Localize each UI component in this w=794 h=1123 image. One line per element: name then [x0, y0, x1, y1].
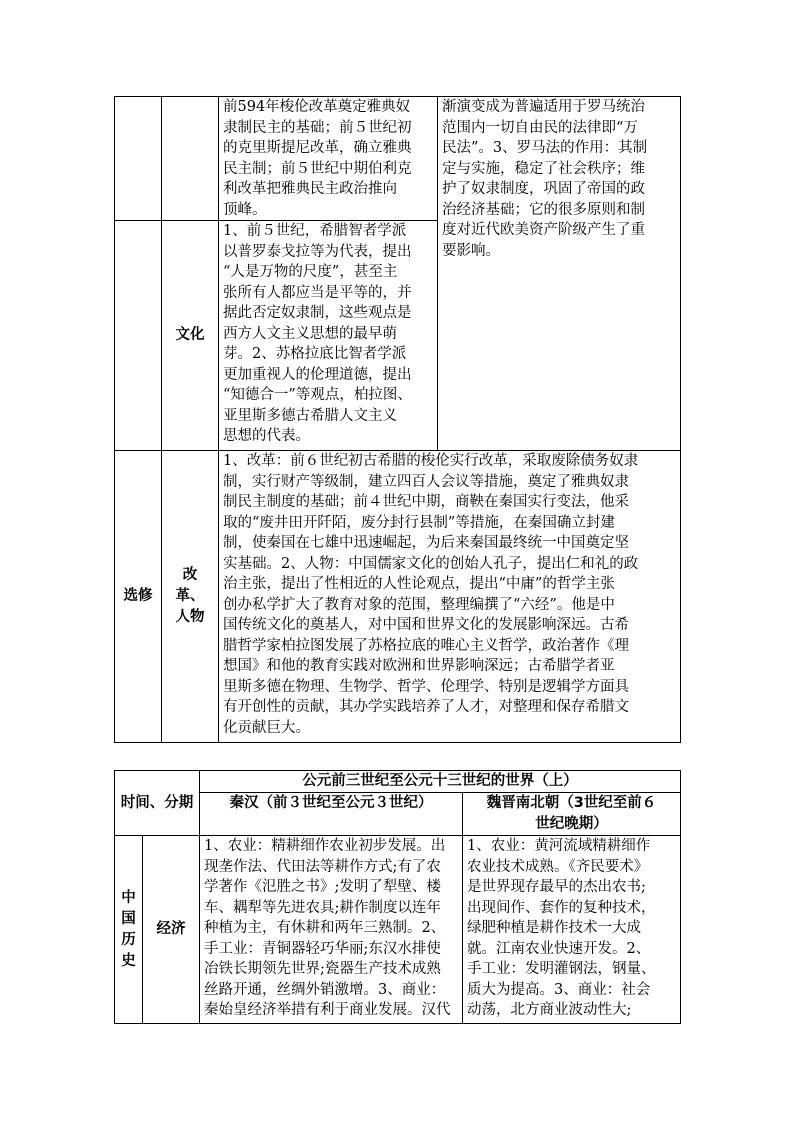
culture-label: 文化: [162, 221, 219, 451]
economy-label: 经济: [143, 836, 200, 1024]
elective-label: 选修: [115, 451, 162, 743]
weijin-economy-text: 1、农业：黄河流域精耕细作 农业技术成熟。《齐民要术》 是世界现存最早的杰出农书; 出现间作、套作的复种技术， 绿肥种植是耕作技术一大成 就。江南农业快速开发。2、 手工业：发明灌钢法，钢量、 质大为提高。3、商业：社会 动荡，北方商业波动性大;: [463, 836, 681, 1024]
weijin-header: 魏晋南北朝（3世纪至前６ 世纪晚期）: [463, 793, 681, 836]
reform-label: 改 革、 人物: [162, 451, 219, 743]
table-title: 公元前三世纪至公元十三世纪的世界（上）: [200, 771, 681, 793]
blank-cell: [115, 221, 162, 451]
qinhan-economy-text: 1、农业：精耕细作农业初步发展。出 现垄作法、代田法等耕作方式;有了农 学著作《氾胜之书》;发明了犁壁、楼 车、耦犁等先进农具;耕作制度以连年 种植为主，有休耕和两年三熟制。2、 手工业：青铜器轻巧华丽;东汉水排使 冶铁长期领先世界;瓷器生产技术成熟 丝路开通，丝绸外销激增。3、商业： 秦始皇经济举措有利于商业发展。汉代: [200, 836, 463, 1024]
blank-cell: [115, 97, 162, 221]
qinhan-header: 秦汉（前３世纪至公元３世纪）: [200, 793, 463, 836]
culture-text: 1、前５世纪，希腊智者学派 以普罗泰戈拉等为代表，提出 “人是万物的尺度”，甚至主 张所有人都应当是平等的，并 据此否定奴隶制，这些观点是 西方人文主义思想的最早萌 芽。2、苏格拉底比智者学派 更加重视人的伦理道德，提出 “知德合一”等观点，柏拉图、 亚里斯多德古希腊人文主义 思想的代表。: [219, 221, 438, 451]
lower-table: [114, 770, 681, 1024]
upper-table: [114, 96, 681, 743]
politics-left-text: 前594年梭伦改革奠定雅典奴 隶制民主的基础；前５世纪初 的克里斯提尼改革，确立雅典 民主制；前５世纪中期伯利克 利改革把雅典民主政治推向 顶峰。: [219, 97, 438, 221]
period-header: 时间、分期: [115, 771, 200, 836]
reform-text: 1、改革：前６世纪初古希腊的梭伦实行改革，采取废除债务奴隶 制，实行财产等级制，建立四百人会议等措施，奠定了雅典奴隶 制民主制度的基础；前４世纪中期，商鞅在秦国实行变法，他采 取的“废井田开阡陌，废分封行县制”等措施，在秦国确立封建 制，使秦国在七雄中迅速崛起，为后来秦国最终统一中国奠定坚 实基础。2、人物：中国儒家文化的创始人孔子，提出仁和礼的政 治主张，提出了性相近的人性论观点，提出“中庸”的哲学主张 创办私学扩大了教育对象的范围，整理编撰了“六经”。他是中 国传统文化的奠基人，对中国和世界文化的发展影响深远。古希 腊哲学家柏拉图发展了苏格拉底的唯心主义哲学，政治著作《理 想国》和他的教育实践对欧洲和世界影响深远；古希腊学者亚 里斯多德在物理、生物学、哲学、伦理学、特别是逻辑学方面具 有开创性的贡献，其办学实践培养了人才，对整理和保存希腊文 化贡献巨大。: [219, 451, 681, 743]
politics-right-text: 渐演变成为普遍适用于罗马统治 范围内一切自由民的法律即“万 民法”。3、罗马法的作用：其制 定与实施，稳定了社会秩序；维 护了奴隶制度，巩固了帝国的政 治经济基础；它的很多原则和制 度对近代欧美资产阶级产生了重 要影响。: [438, 97, 681, 451]
blank-cell: [162, 97, 219, 221]
china-history-label: 中 国 历 史: [115, 836, 143, 1024]
